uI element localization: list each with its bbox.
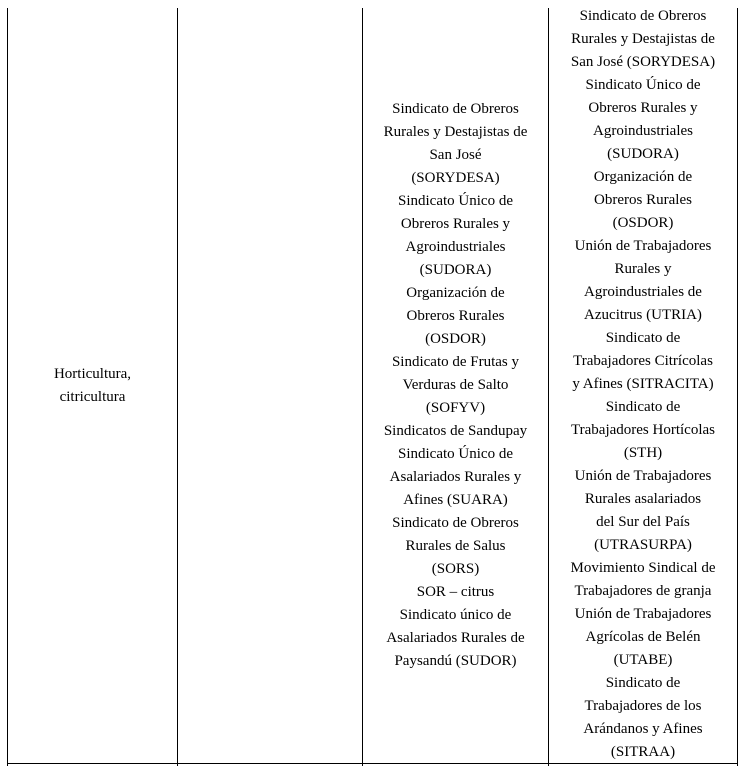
cell-empty: [178, 8, 362, 763]
cell-unions-list-b: [549, 6, 737, 763]
unions-list-b-text: Sindicato de Obreros Rurales y Destajistas de San José (SORYDESA) Sindicato Único de Obreros Rurales y Agroindustriales (SUDORA) Organización de Obreros Rurales (OSDOR) Unión de Trabajadores Rurales y Agroindustriales de Azucitrus (UTRIA) Sindicato de Trabajadores Citrícolas y Afines (SITRACITA) Sindicato de Trabajadores Hortícolas (STH) Unión de Trabajadores Rurales asalariados del Sur del País (UTRASURPA) Movimiento Sindical de Trabajadores de granja Unión de Trabajadores Agrícolas de Belén (UTABE) Sindicato de Trabajadores de los Arándanos y Afines (SITRAA): [570, 8, 716, 760]
table-border-right: [737, 8, 738, 766]
cell-sector: [8, 8, 177, 763]
sector-text: Horticultura, citricultura: [53, 365, 132, 405]
unions-list-a-text: Sindicato de Obreros Rurales y Destajistas de San José (SORYDESA) Sindicato Único de Obreros Rurales y Agroindustriales (SUDORA) Organización de Obreros Rurales (OSDOR) Sindicato de Frutas y Verduras de Salto (SOFYV) Sindicatos de Sandupay Sindicato Único de Asalariados Rurales y Afines (SUARA) Sindicato de Obreros Rurales de Salus (SORS) SOR – citrus Sindicato único de Asalariados Rurales de Paysandú (SUDOR): [383, 101, 528, 669]
cell-unions-list-a: [363, 8, 548, 763]
